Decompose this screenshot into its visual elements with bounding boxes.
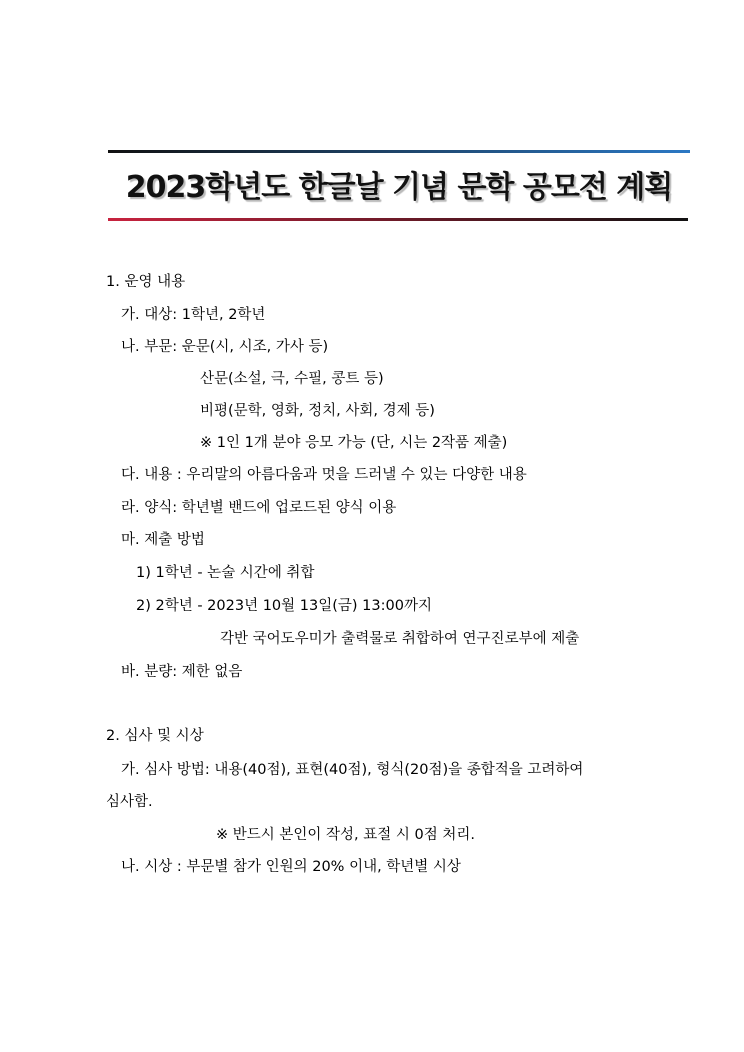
item-review-note: ※ 반드시 본인이 작성, 표절 시 0점 처리. — [216, 827, 475, 843]
item-category-prose: 산문(소설, 극, 수필, 콩트 등) — [200, 371, 384, 387]
submit-grade-2-detail: 각반 국어도우미가 출력물로 취합하여 연구진로부에 제출 — [220, 631, 580, 647]
item-submit-heading: 마. 제출 방법 — [121, 532, 205, 548]
item-target: 가. 대상: 1학년, 2학년 — [121, 307, 266, 323]
document-title: 2023학년도 한글날 기념 문학 공모전 계획 — [125, 170, 673, 205]
item-review-method-cont: 심사함. — [106, 794, 153, 810]
section-2-heading: 2. 심사 및 시상 — [106, 728, 204, 744]
submit-grade-2: 2) 2학년 - 2023년 10월 13일(금) 13:00까지 — [136, 598, 432, 614]
item-form: 라. 양식: 학년별 밴드에 업로드된 양식 이용 — [121, 500, 397, 516]
item-category: 나. 부문: 운문(시, 시조, 가사 등) — [121, 339, 329, 355]
item-category-note: ※ 1인 1개 분야 응모 가능 (단, 시는 2작품 제출) — [200, 435, 508, 451]
submit-grade-1: 1) 1학년 - 논술 시간에 취합 — [136, 565, 315, 581]
item-volume: 바. 분량: 제한 없음 — [121, 664, 243, 680]
title-top-rule — [108, 150, 690, 153]
section-1-heading: 1. 운영 내용 — [106, 274, 186, 290]
item-review-method: 가. 심사 방법: 내용(40점), 표현(40점), 형식(20점)을 종합적을 고려하여 — [121, 762, 584, 778]
title-bottom-rule — [108, 218, 688, 221]
item-award: 나. 시상 : 부문별 참가 인원의 20% 이내, 학년별 시상 — [121, 859, 461, 875]
item-category-criticism: 비평(문학, 영화, 정치, 사회, 경제 등) — [200, 403, 435, 419]
item-content: 다. 내용 : 우리말의 아름다움과 멋을 드러낼 수 있는 다양한 내용 — [121, 467, 527, 483]
